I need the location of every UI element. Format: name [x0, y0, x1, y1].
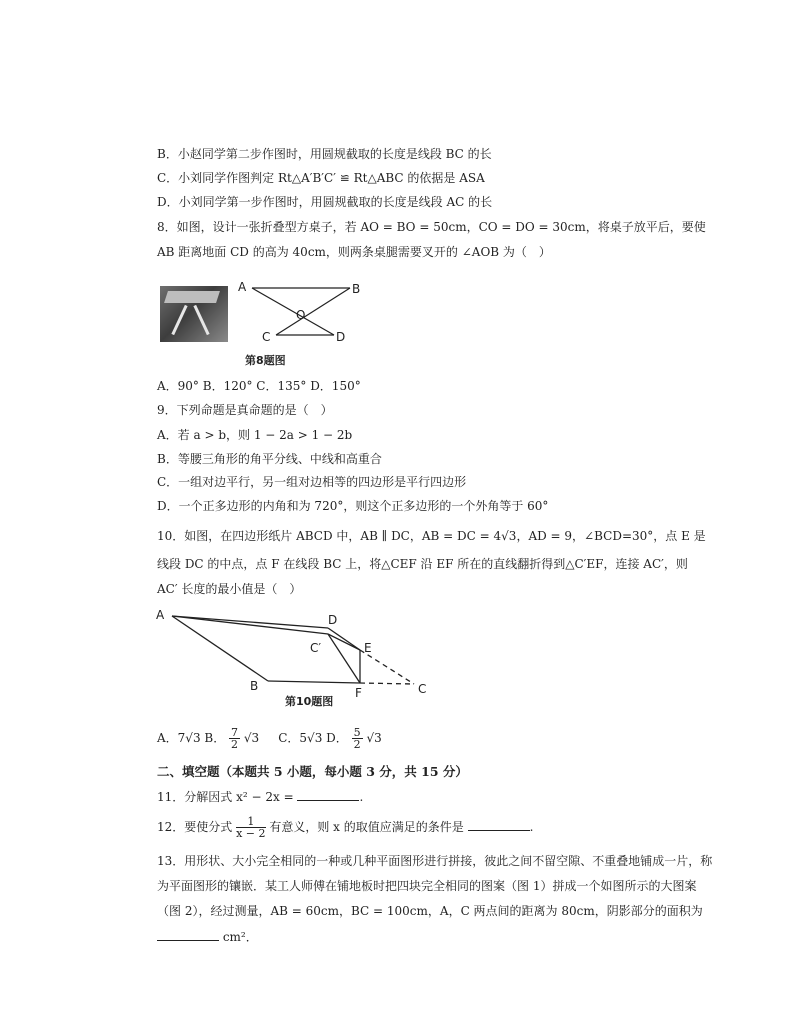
q12-fraction — [236, 816, 265, 839]
fig10-label-f: F — [355, 686, 362, 700]
q13-stem-4 — [157, 929, 258, 945]
q7-option-c: C．小刘同学作图判定 Rt△A′B′C′ ≌ Rt△ABC 的依据是 ASA — [157, 171, 485, 185]
option-d-fraction — [352, 727, 363, 750]
q11 — [157, 789, 363, 805]
option-d-radical: √3 — [366, 731, 382, 745]
q9-option-c: C．一组对边平行，另一组对边相等的四边形是平行四边形 — [157, 475, 467, 489]
q11-text: 11．分解因式 x² − 2x = — [157, 790, 294, 804]
q9-option-b: B．等腰三角形的角平分线、中线和高重合 — [157, 452, 382, 466]
q10-options-cd: C．5√3 D． — [278, 731, 348, 745]
q11-period: . — [359, 790, 364, 804]
option-b-fraction — [229, 727, 240, 750]
q12-den: x − 2 — [236, 827, 266, 840]
q11-answer-blank[interactable] — [297, 789, 359, 801]
fig8-label-o: O — [296, 308, 306, 322]
q12-text-2: 有意义，则 x 的取值应满足的条件是 — [269, 820, 464, 834]
option-b-den: 2 — [231, 738, 239, 751]
fig8-diagram — [230, 278, 370, 348]
fig8-caption: 第8题图 — [245, 354, 286, 367]
fig8-label-b: B — [352, 282, 361, 296]
q8-stem-1: 8．如图，设计一张折叠型方桌子，若 AO = BO = 50cm，CO = DO = 30cm，将桌子放平后，要使 — [157, 220, 706, 234]
fig10-label-e: E — [364, 641, 372, 655]
fig10-label-b: B — [250, 679, 259, 693]
fig10-label-d: D — [328, 613, 338, 627]
option-b-num: 7 — [231, 726, 239, 739]
fig10-label-c-prime: C′ — [310, 641, 322, 655]
q8-stem-2: AB 距离地面 CD 的高为 40cm，则两条桌腿需要叉开的 ∠AOB 为（ ） — [157, 245, 551, 259]
q7-option-b: B．小赵同学第二步作图时，用圆规截取的长度是线段 BC 的长 — [157, 147, 492, 161]
q13-stem-1: 13．用形状、大小完全相同的一种或几种平面图形进行拼接，彼此之间不留空隙、不重叠地铺成一片，称 — [157, 854, 713, 868]
q10-stem-3: AC′ 长度的最小值是（ ） — [157, 582, 302, 596]
q9-stem: 9．下列命题是真命题的是（ ） — [157, 403, 333, 417]
q13-answer-blank[interactable] — [157, 929, 219, 941]
q12-period: . — [529, 820, 534, 834]
q7-option-d: D．小刘同学第一步作图时，用圆规截取的长度是线段 AC 的长 — [157, 195, 493, 209]
q13-stem-2: 为平面图形的镶嵌．某工人师傅在铺地板时把四块完全相同的图案（图 1）拼成一个如图所示的大图案 — [157, 879, 697, 893]
q10-options — [157, 727, 382, 750]
folding-table-photo — [160, 286, 228, 342]
q12 — [157, 816, 533, 839]
q9-option-d: D．一个正多边形的内角和为 720°，则这个正多边形的一个外角等于 60° — [157, 499, 549, 513]
fig10-caption: 第10题图 — [285, 695, 334, 708]
fig10-label-c: C — [418, 682, 427, 696]
q12-num: 1 — [236, 816, 265, 828]
fig8-label-c: C — [262, 330, 271, 344]
fig8-label-d: D — [336, 330, 346, 344]
q13-unit: cm²． — [222, 930, 258, 944]
q10-stem-2: 线段 DC 的中点，点 F 在线段 BC 上，将△CEF 沿 EF 所在的直线翻折得到△C′EF，连接 AC′，则 — [157, 557, 688, 571]
q9-option-a: A．若 a > b，则 1 − 2a > 1 − 2b — [157, 428, 353, 442]
option-d-num: 5 — [353, 726, 361, 739]
section-2-heading: 二、填空题（本题共 5 小题，每小题 3 分，共 15 分） — [157, 764, 468, 779]
fig10-diagram — [152, 604, 442, 704]
q12-text-1: 12．要使分式 — [157, 820, 233, 834]
fig10-label-a: A — [156, 608, 165, 622]
q10-options-ab: A．7√3 B． — [157, 731, 226, 745]
option-d-den: 2 — [353, 738, 361, 751]
q10-stem-1: 10．如图，在四边形纸片 ABCD 中，AB ∥ DC，AB = DC = 4√3，AD = 9，∠BCD=30°，点 E 是 — [157, 529, 706, 543]
q13-stem-3: （图 2），经过测量，AB = 60cm，BC = 100cm，A，C 两点间的距离为 80cm，阴影部分的面积为 — [157, 904, 703, 918]
q8-options: A．90° B．120° C．135° D．150° — [157, 379, 361, 393]
option-b-radical: √3 — [243, 731, 260, 745]
fig8-label-a: A — [238, 280, 247, 294]
q12-answer-blank[interactable] — [468, 819, 530, 831]
